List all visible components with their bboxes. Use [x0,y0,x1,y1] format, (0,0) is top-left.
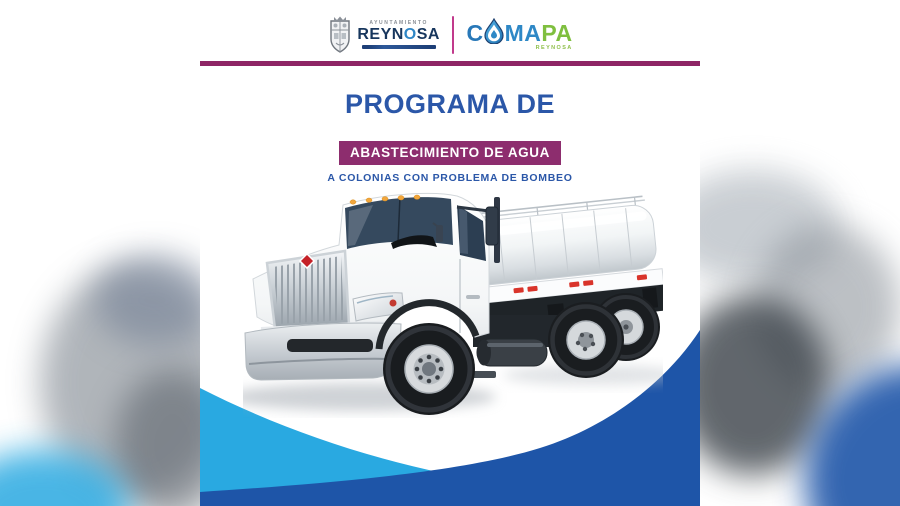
city-wordmark [357,21,440,49]
title-block [200,90,700,184]
title-line-3: A COLONIAS CON PROBLEMA DE BOMBEO [327,171,573,184]
logo-divider [452,16,455,54]
city-crest-icon [327,15,353,55]
comapa-letters-ma: MA [504,20,542,47]
front-bumper [245,323,401,380]
tanker-truck-illustration [243,183,663,418]
red-marker [527,286,537,292]
red-marker [569,281,579,287]
fuel-tank [477,339,547,366]
city-name-label: REYNOSA [357,26,440,43]
comapa-letters-pa: PA [541,20,573,47]
front-wheel [383,323,475,415]
header-logos [200,10,700,60]
header-rule [200,61,700,66]
grille [267,251,349,329]
ayuntamiento-reynosa-logo [327,15,440,55]
door-handle [466,295,480,299]
blurred-background-right [700,0,900,506]
red-marker [513,287,523,293]
title-line-2: ABASTECIMIENTO DE AGUA [339,141,561,165]
flyer-canvas [200,0,700,506]
water-drop-icon [484,18,504,44]
comapa-logo [466,18,572,52]
city-o-accent: O [403,26,417,43]
red-marker [583,280,593,286]
blurred-background-left [0,0,200,506]
city-eyebrow-label: AYUNTAMIENTO [369,20,428,26]
red-marker [637,274,647,280]
title-line-1: PROGRAMA DE [344,89,555,119]
comapa-letter-c: C [466,20,484,47]
comapa-subtitle: REYNOSA [535,45,573,52]
comapa-wordmark [466,18,572,45]
city-logo-bar [362,45,436,50]
